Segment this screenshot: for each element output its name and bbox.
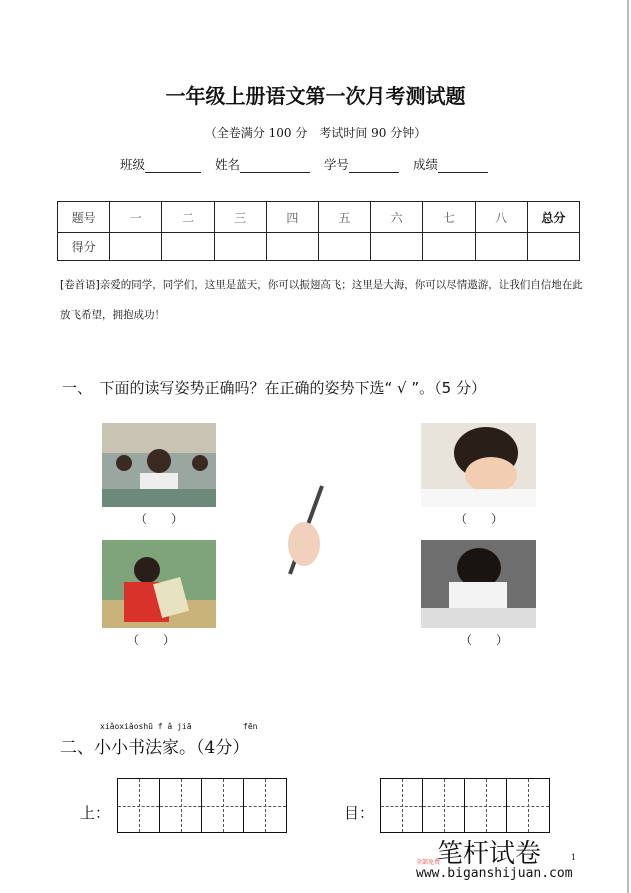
- class-field[interactable]: [145, 159, 201, 173]
- header-cell-total: 总分: [527, 202, 579, 233]
- header-cell: 二: [162, 202, 214, 233]
- watermark-brand: 笔杆试卷: [437, 839, 542, 869]
- score-cell[interactable]: [371, 233, 423, 261]
- header-cell: 四: [266, 202, 318, 233]
- writing-grid-shang[interactable]: [117, 778, 287, 833]
- question-2-title: 二、小小书法家。（4分）: [60, 738, 250, 758]
- student-info: [120, 155, 488, 173]
- photo-child-writing-close: [421, 423, 536, 507]
- score-cell[interactable]: [475, 233, 527, 261]
- score-cell[interactable]: [527, 233, 579, 261]
- intro-lead: [卷首语]亲爱的同学: [60, 279, 153, 291]
- pinyin-title: xiǎoxiǎoshū f ǎ jiā: [100, 722, 192, 731]
- char-shang-label: 上：: [80, 804, 111, 822]
- score-cell[interactable]: [423, 233, 475, 261]
- intro-body: ，同学们，这里是蓝天，你可以振翅高飞；这里是大海，你可以尽情遨游，让我们自信地在此放飞希望，拥抱成功！: [60, 279, 583, 321]
- header-cell: 七: [423, 202, 475, 233]
- header-cell: 八: [475, 202, 527, 233]
- name-label: 姓名: [215, 157, 241, 172]
- answer-paren-1[interactable]: （ ）: [135, 512, 184, 526]
- page-number: 1: [571, 853, 577, 862]
- score-label: 成绩: [413, 157, 439, 172]
- photo-girl-reading-book: [102, 540, 216, 628]
- watermark-url: www.biganshijuan.com: [416, 866, 573, 881]
- answer-paren-3[interactable]: （ ）: [127, 633, 176, 647]
- pinyin-fen: fēn: [243, 722, 258, 731]
- row-label: 得分: [58, 233, 110, 261]
- photo-classroom-reading: [102, 423, 216, 507]
- header-cell: 六: [371, 202, 423, 233]
- score-cell[interactable]: [162, 233, 214, 261]
- char-mu-label: 目：: [344, 804, 375, 822]
- score-cell[interactable]: [266, 233, 318, 261]
- question-1-title: 一、 下面的读写姿势正确吗？在正确的姿势下选“ √ ”。（5 分）: [62, 379, 486, 397]
- header-cell: 题号: [58, 202, 110, 233]
- number-label: 学号: [324, 157, 350, 172]
- photo-girl-writing-desk: [421, 540, 536, 628]
- header-cell: 三: [214, 202, 266, 233]
- score-field[interactable]: [438, 159, 488, 173]
- score-table: [57, 201, 580, 261]
- answer-paren-4[interactable]: （ ）: [460, 633, 509, 647]
- score-cell[interactable]: [318, 233, 370, 261]
- page-title: 一年级上册语文第一次月考测试题: [165, 84, 466, 108]
- score-cell[interactable]: [214, 233, 266, 261]
- name-field[interactable]: [240, 159, 310, 173]
- intro-text: [60, 270, 585, 330]
- score-cell[interactable]: [110, 233, 162, 261]
- answer-paren-2[interactable]: （ ）: [455, 512, 504, 526]
- header-cell: 五: [318, 202, 370, 233]
- pen-holding-hand-image: [282, 482, 332, 580]
- class-label: 班级: [120, 157, 146, 172]
- subtitle: （全卷满分 100 分 考试时间 90 分钟）: [204, 126, 427, 140]
- writing-grid-mu[interactable]: [380, 778, 550, 833]
- header-cell: 一: [110, 202, 162, 233]
- number-field[interactable]: [349, 159, 399, 173]
- watermark-tag: 全部免费: [416, 859, 441, 866]
